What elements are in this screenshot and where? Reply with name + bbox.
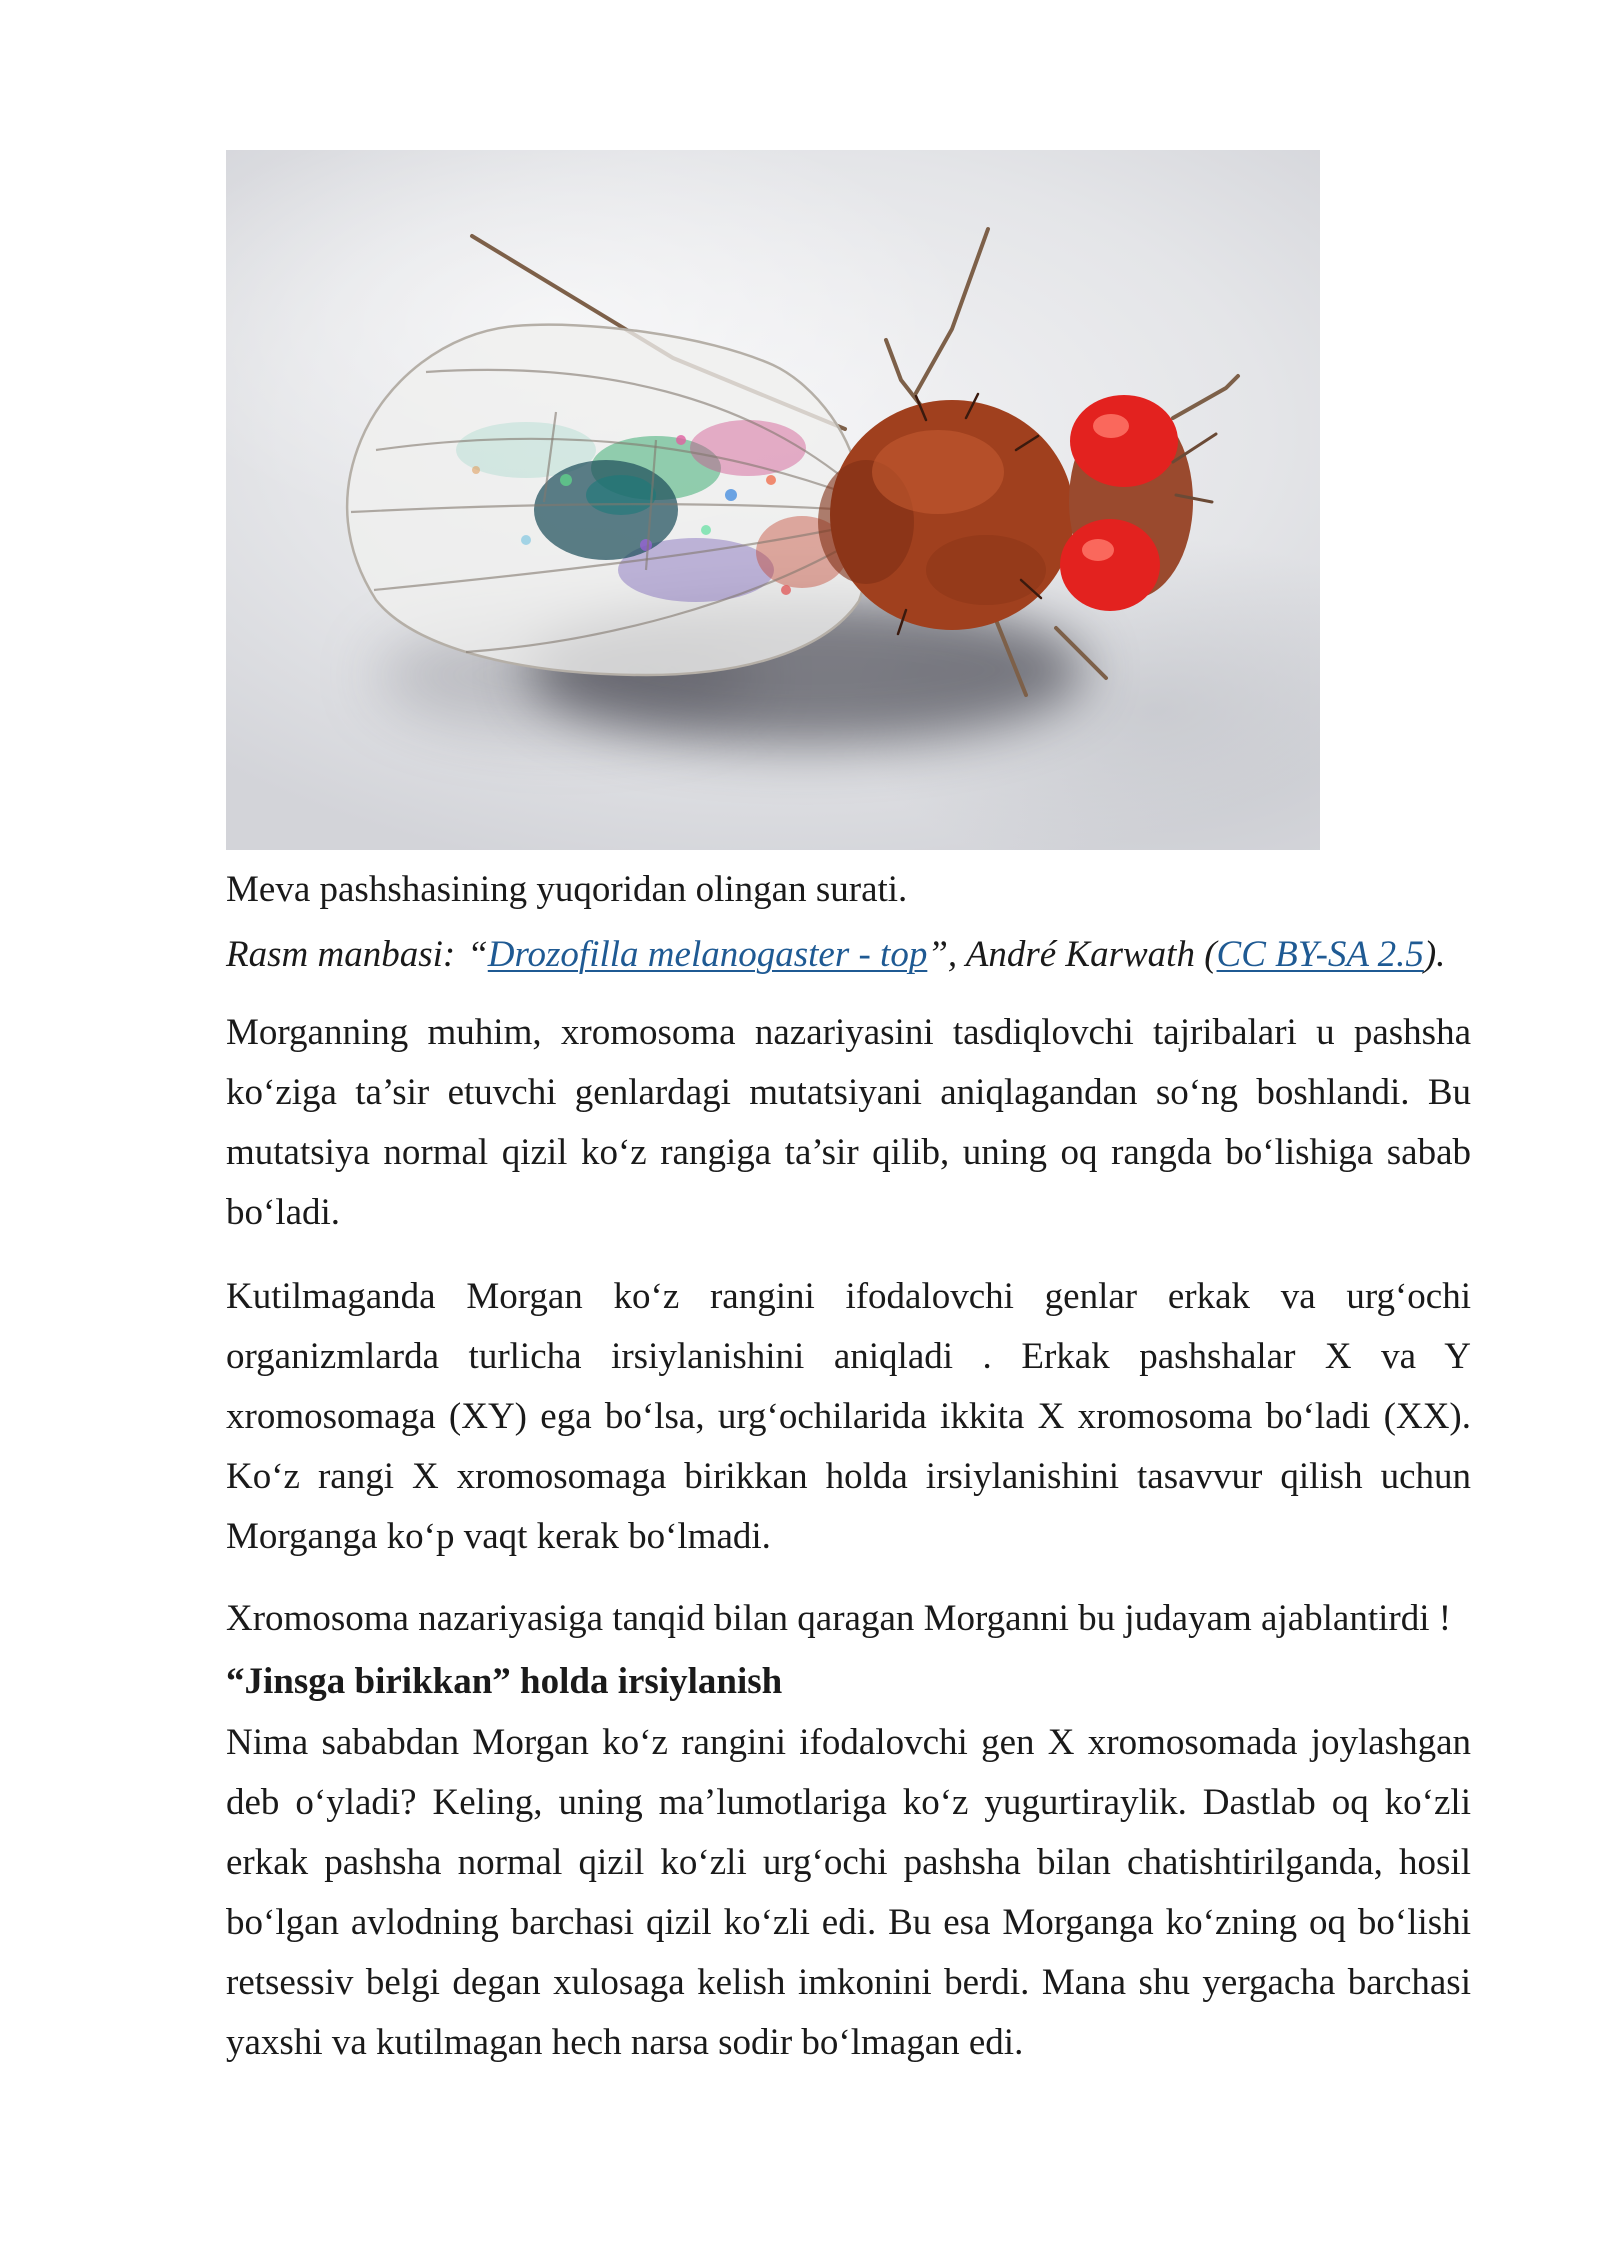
paragraph-line: Kutilmaganda Morgan ko‘z rangini ifodalovchi genlar erkak va urg‘ochi [226,1276,1471,1317]
paragraph-line: Nima sababdan Morgan ko‘z rangini ifodalovchi gen X xromosomada joylashgan [226,1722,1471,1763]
paragraph-line: xromosomaga (XY) ega bo‘lsa, urg‘ochilarida ikkita X xromosoma bo‘ladi (XX). [226,1396,1471,1437]
paragraph-line: Ko‘z rangi X xromosomaga birikkan holda irsiylanishini tasavvur qilish uchun [226,1456,1471,1497]
credit-quote-open: “ [467,934,488,975]
body-paragraph [226,1713,1471,2073]
fly-leg [1173,376,1238,418]
fly-wing [347,325,866,675]
fly-head [1060,395,1216,611]
body-paragraph [226,1003,1471,1243]
paragraph-line: Xromosoma nazariyasiga tanqid bilan qaragan Morganni bu judayam ajablantirdi ! [226,1598,1452,1639]
paragraph-line: bo‘lgan avlodning barchasi qizil ko‘zli edi. Bu esa Morganga ko‘zning oq bo‘lishi [226,1902,1471,1943]
paragraph-line: organizmlarda turlicha irsiylanishini aniqladi . Erkak pashshalar X va Y [226,1336,1471,1377]
paragraph-line: Morganning muhim, xromosoma nazariyasini tasdiqlovchi tajribalari u pashsha [226,1012,1471,1053]
paragraph-line: ko‘ziga ta’sir etuvchi genlardagi mutatsiyani aniqlagandan so‘ng boshlandi. Bu [226,1072,1471,1113]
paragraph-line: mutatsiya normal qizil ko‘z rangiga ta’sir qilib, uning oq rangda bo‘lishiga sabab [226,1132,1471,1173]
fruit-fly-photo [226,150,1320,850]
fly-leg [886,340,926,412]
paragraph-line: yaxshi va kutilmagan hech narsa sodir bo‘lmagan edi. [226,2022,1024,2063]
paragraph-line: deb o‘yladi? Keling, uning ma’lumotlariga ko‘z yugurtiraylik. Dastlab oq ko‘zli [226,1782,1471,1823]
figure-caption: Meva pashshasining yuqoridan olingan surati. [226,869,908,910]
fly-eye [1070,395,1178,487]
figure-credit [226,925,1471,985]
fly-leg [996,620,1026,695]
body-paragraph [226,1589,1471,1649]
paragraph-line: Morganga ko‘p vaqt kerak bo‘lmadi. [226,1516,771,1557]
credit-label: Rasm manbasi: [226,934,456,975]
fly-eye [1060,519,1160,611]
credit-end: ). [1423,934,1446,975]
body-paragraph [226,1267,1471,1567]
paragraph-line: bo‘ladi. [226,1192,341,1233]
license-link[interactable]: CC BY-SA 2.5 [1216,934,1424,975]
source-title-link[interactable]: Drozofilla melanogaster - top [487,934,928,975]
section-heading: “Jinsga birikkan” holda irsiylanish [226,1661,783,1702]
paragraph-line: retsessiv belgi degan xulosaga kelish imkonini berdi. Mana shu yergacha barchasi [226,1962,1471,2003]
fly-leg [916,229,988,393]
credit-author: ”, André Karwath ( [927,934,1217,975]
fruit-fly-drawing [226,150,1320,850]
fly-leg [1056,628,1106,678]
paragraph-line: erkak pashsha normal qizil ko‘zli urg‘ochi pashsha bilan chatishtirilganda, hosil [226,1842,1471,1883]
